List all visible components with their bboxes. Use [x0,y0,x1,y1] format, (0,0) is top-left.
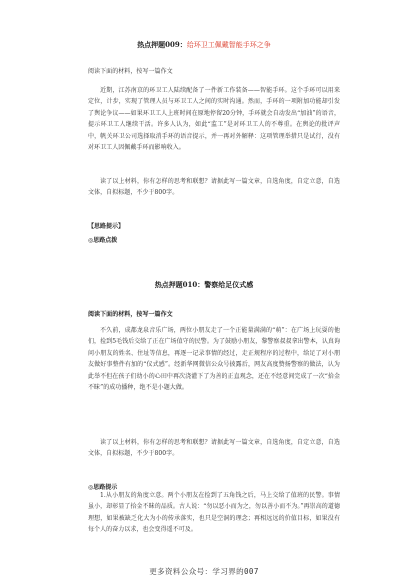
section1-title [0,40,408,50]
footer-note: 更多资料公众号：学习界的007 [149,567,259,576]
section1-paragraph: 近期，江苏南京的环卫工人陆续配备了一件新工作装备——智能手环。这个手环可以用来定位，计步，实现了管理人员与环卫工人之间的实时沟通。然而，手环的一项附加功能却引发了舆论争议——如果环卫工人上班时间在原地停留20分钟，手环就会自动发出“加油”的语音，提示环卫工人继续干活。许多人认为，如此“监工”是对环卫工人的不尊重。在舆论的批评声中，帆关环卫公司选择取消手环的语音提示，并一再对外解释：这项管理举措只是试行，没有对环卫工人因佩戴手环而影响收入。 [88,87,340,152]
section2-instruction: 阅读下面的材料，按写一篇作文 [88,311,173,318]
section1-title-accent: 给环卫工佩戴智能手环之争 [186,41,271,49]
section1-instruction: 阅读下面的材料，按写一篇作文 [88,68,173,75]
section1-hint-label: 【思路提示】 [88,223,125,230]
section1-title-prefix: 热点押题009： [137,40,187,49]
section2-paragraph: 不久前，成都龙泉音乐广场，两位小朋友走了一个正能量满满的“萌”：在广场上玩耍的他们，捡到5毛钱后交给了正在广场值守的民警。为了鼓励小朋友，黎警察叔叔拿出警本，认真询问小朋友的姓名、住址等信息，再逐一记录事情的经过，走正规程序的过程中，给足了对小朋友做好事整件有加的“仪式感”。经新华网微信公众号披露后，网友高度赞扬警察的做法，认为此举不但在孩子们幼小的心田中再次浇灌下了为善的正直观念，还在不经意间完成了一次“拾金不昧”的成功播种，绝不是小题大做。 [88,327,340,392]
section2-point-text: 1.从小朋友的角度立意。两个小朋友在捡到了五角钱之后，马上交给了值班的民警。事情虽小，却彰显了拾金不昧的品质。古人说：“勿以恶小而为之，勿以善小而不为。”再崇高的道德理想，如果被缺乏化大为小的传承落实，也只是空洞的理念；再相远远的价值目标，如果没有每个人的奋力以求，也会变得遥不可及。 [88,492,340,534]
section1-point-label: ◎思路点拨 [88,237,118,244]
section1-prompt: 读了以上材料，你有怎样的思考和联想？请据此写一篇文章，自选角度，自定立意，自选文体，自拟标题，不少于800字。 [88,178,340,197]
section2-prompt: 读了以上材料，你有怎样的思考和联想？请据此写一篇文章，自选角度，自定立意，自选文体，自拟标题，不少于800字。 [88,439,340,458]
section2-hint-label: ◎思路提示 [88,484,118,491]
section2-title: 热点押题010：警察给足仪式感 [154,280,254,289]
